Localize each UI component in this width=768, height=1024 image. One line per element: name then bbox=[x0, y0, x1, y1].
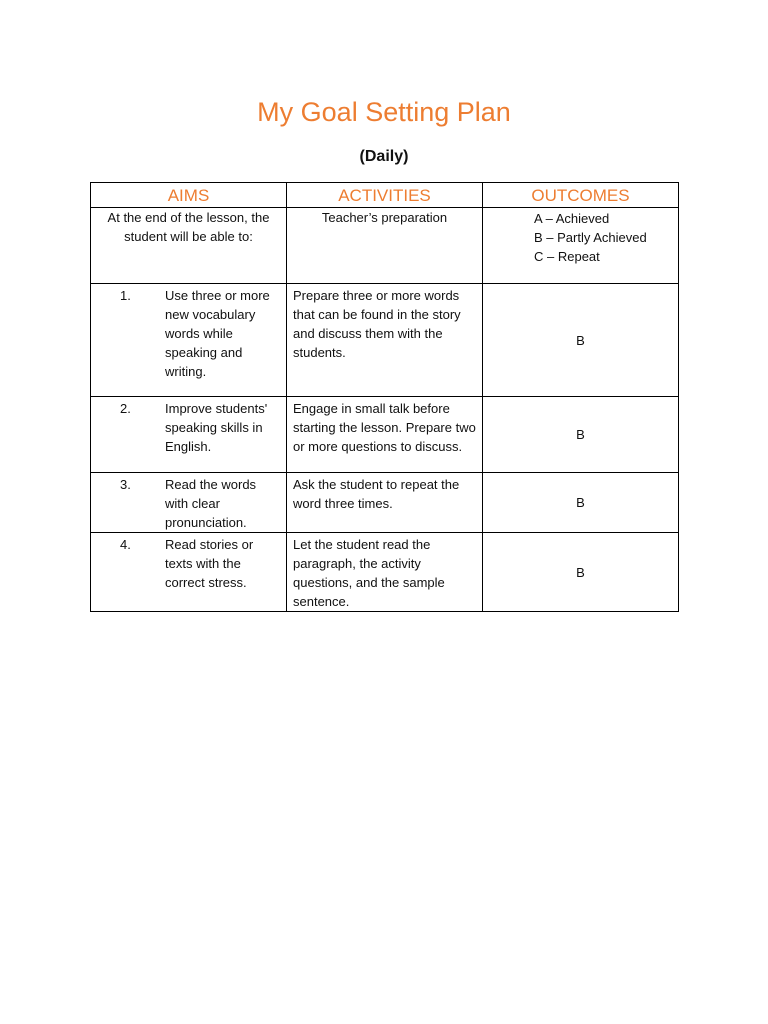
aim-cell bbox=[91, 284, 287, 397]
table-row bbox=[91, 397, 679, 473]
aim-number: 1. bbox=[120, 288, 131, 303]
aim-number: 2. bbox=[120, 401, 131, 416]
table-intro-row bbox=[91, 208, 679, 284]
header-outcomes: OUTCOMES bbox=[483, 183, 679, 208]
outcome-cell: B bbox=[483, 533, 679, 612]
outcome-cell: B bbox=[483, 397, 679, 473]
table-header-row bbox=[91, 183, 679, 208]
aim-intro-cell: At the end of the lesson, the student will be able to: bbox=[91, 208, 287, 284]
activity-intro-cell: Teacher’s preparation bbox=[287, 208, 483, 284]
activity-cell bbox=[287, 397, 483, 473]
page-subtitle: (Daily) bbox=[359, 148, 409, 165]
activity-cell bbox=[287, 473, 483, 533]
legend-item-b: B – Partly Achieved bbox=[534, 230, 647, 245]
aim-cell bbox=[91, 397, 287, 473]
header-aims: AIMS bbox=[91, 183, 287, 208]
aim-cell bbox=[91, 533, 287, 612]
aim-text: Read stories or texts with the correct stress. bbox=[165, 537, 254, 590]
outcome-legend-cell bbox=[483, 208, 679, 284]
outcome-cell: B bbox=[483, 284, 679, 397]
activity-text: Engage in small talk before starting the lesson. Prepare two or more questions to discuss. bbox=[293, 401, 476, 454]
activity-text: Prepare three or more words that can be found in the story and discuss them with the students. bbox=[293, 288, 461, 360]
table-row bbox=[91, 284, 679, 397]
aim-text: Use three or more new vocabulary words while speaking and writing. bbox=[165, 288, 270, 379]
aim-text: Read the words with clear pronunciation. bbox=[165, 477, 257, 530]
outcome-cell: B bbox=[483, 473, 679, 533]
activity-text: Let the student read the paragraph, the activity questions, and the sample sentence. bbox=[293, 537, 445, 609]
page-title: My Goal Setting Plan bbox=[257, 97, 511, 127]
goal-plan-table bbox=[90, 182, 679, 612]
aim-number: 3. bbox=[120, 477, 131, 492]
aim-cell bbox=[91, 473, 287, 533]
header-activities: ACTIVITIES bbox=[287, 183, 483, 208]
aim-number: 4. bbox=[120, 537, 131, 552]
table-row bbox=[91, 473, 679, 533]
activity-cell bbox=[287, 533, 483, 612]
outcome-legend bbox=[483, 208, 678, 266]
legend-item-a: A – Achieved bbox=[534, 211, 610, 226]
table-row bbox=[91, 533, 679, 612]
legend-item-c: C – Repeat bbox=[534, 249, 600, 264]
aim-text: Improve students' speaking skills in English. bbox=[165, 401, 268, 454]
activity-cell bbox=[287, 284, 483, 397]
activity-text: Ask the student to repeat the word three times. bbox=[293, 477, 460, 511]
